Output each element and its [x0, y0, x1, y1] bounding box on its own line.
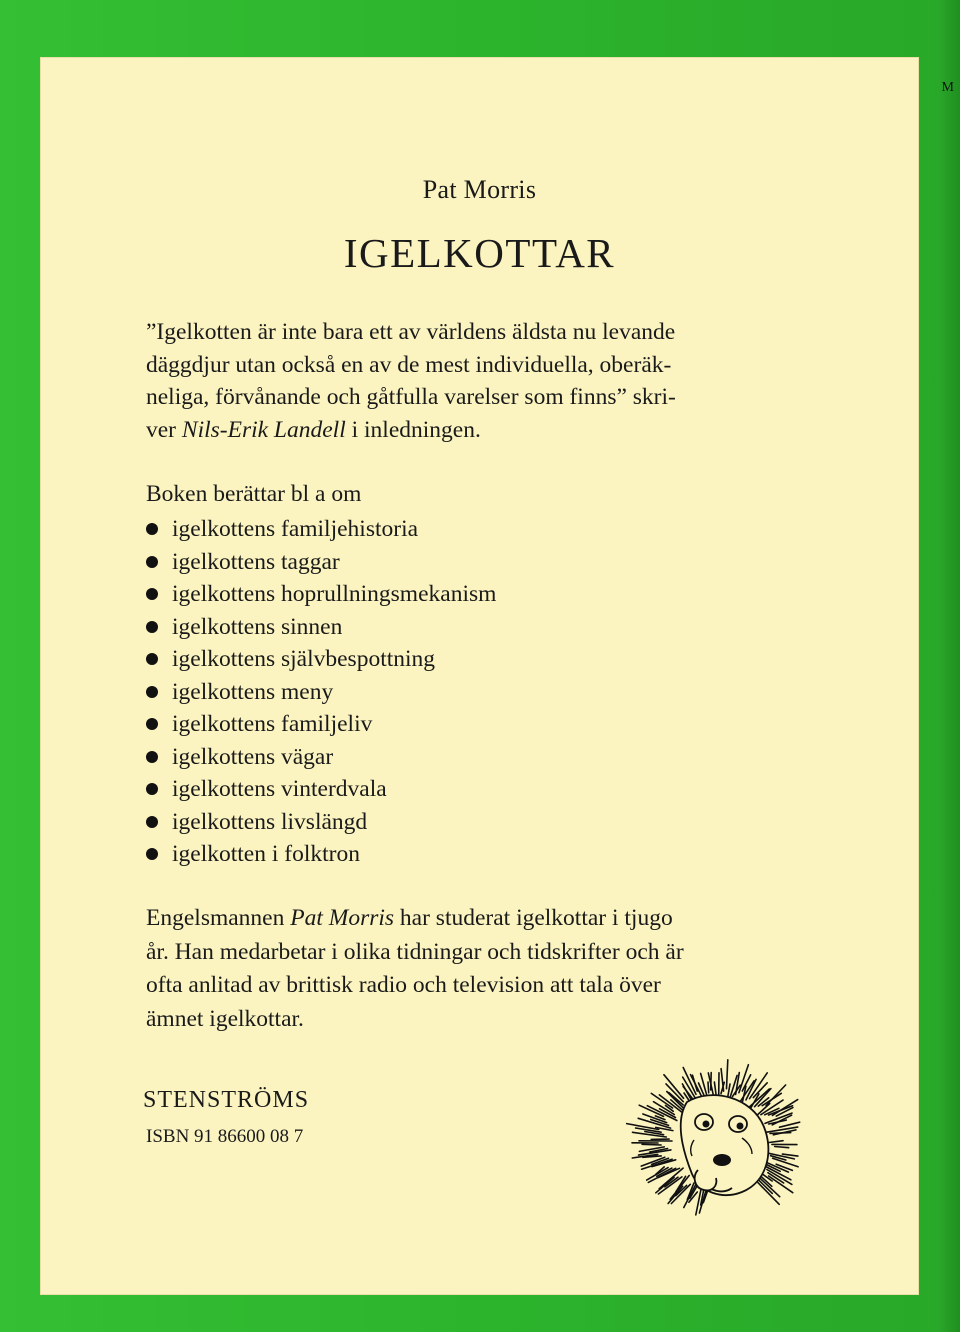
- list-item: [146, 708, 496, 741]
- quote-line: ”Igelkotten är inte bara ett av världens äldsta nu levande: [146, 319, 676, 345]
- hedgehog-spine: [775, 1147, 789, 1148]
- bullet-icon: [146, 621, 158, 633]
- bullet-icon: [146, 588, 158, 600]
- spine-edge: [938, 0, 960, 1332]
- list-item-text: igelkottens vägar: [172, 743, 334, 770]
- list-item-text: igelkottens sinnen: [172, 613, 343, 640]
- bullet-icon: [146, 653, 158, 665]
- hedgehog-spine: [708, 1082, 709, 1093]
- bullet-icon: [146, 783, 158, 795]
- bio-text: har studerat igelkottar i tjugo: [394, 905, 673, 931]
- bullet-icon: [146, 848, 158, 860]
- list-item: [146, 578, 496, 611]
- list-item-text: igelkotten i folktron: [172, 841, 360, 867]
- bullet-icon: [146, 718, 158, 730]
- hedgehog-spine: [772, 1100, 797, 1116]
- quoted-person: Nils-Erik Landell: [181, 416, 346, 443]
- hedgehog-spine: [727, 1060, 728, 1089]
- hedgehog-spine: [767, 1127, 798, 1132]
- hedgehog-spine: [780, 1122, 800, 1127]
- bullet-icon: [146, 523, 158, 535]
- list-item: [146, 838, 496, 871]
- bio-text: Engelsmannen: [146, 905, 291, 931]
- hedgehog-spine: [766, 1085, 786, 1106]
- hedgehog-spine: [758, 1179, 772, 1193]
- topics-intro: Boken berättar bl a om: [146, 481, 362, 507]
- quote-line: däggdjur utan också en av de mest individuella, oberäk-: [146, 351, 672, 378]
- bullet-icon: [146, 751, 158, 763]
- bullet-icon: [146, 816, 158, 828]
- quote-text: ver: [146, 416, 182, 443]
- hedgehog-spine: [651, 1093, 672, 1108]
- spine-letter: M: [941, 80, 954, 95]
- list-item: [146, 643, 496, 676]
- hedgehog-spine: [664, 1075, 684, 1099]
- quote-line: neliga, förvånande och gåtfulla varelser som finns” skri-: [146, 384, 676, 410]
- quote-text: i inledningen.: [345, 416, 481, 443]
- list-item: [146, 546, 496, 579]
- list-item: [146, 741, 496, 774]
- topics-list: [146, 513, 496, 871]
- author-name-italic: Pat Morris: [290, 905, 395, 931]
- hedgehog-illustration-icon: [592, 1042, 802, 1227]
- hedgehog-spine: [782, 1154, 798, 1156]
- quote-line: [146, 414, 786, 447]
- bullet-icon: [146, 556, 158, 568]
- list-item: [146, 773, 496, 806]
- list-item: [146, 611, 496, 644]
- author-bio: [146, 902, 796, 1036]
- book-title: IGELKOTTAR: [343, 230, 616, 276]
- list-item-text: igelkottens familjeliv: [172, 711, 373, 737]
- hedgehog-spine: [701, 1073, 707, 1095]
- list-item-text: igelkottens hoprullningsmekanism: [172, 581, 497, 607]
- bio-line: ämnet igelkottar.: [146, 1005, 304, 1032]
- list-item: [146, 806, 496, 839]
- list-item: [146, 676, 496, 709]
- list-item-text: igelkottens självbespottning: [172, 646, 436, 672]
- list-item-text: igelkottens taggar: [172, 548, 340, 575]
- hedgehog-spine: [769, 1141, 783, 1143]
- publisher-name: STENSTRÖMS: [143, 1087, 310, 1113]
- list-item: [146, 513, 496, 546]
- quote-paragraph: [146, 316, 786, 446]
- hedgehog-spine: [642, 1144, 661, 1145]
- bio-line: [146, 902, 796, 936]
- isbn-number: ISBN 91 86600 08 7: [146, 1126, 304, 1147]
- author-name: Pat Morris: [422, 175, 537, 204]
- bio-line: år. Han medarbetar i olika tidningar och tidskrifter och är: [146, 938, 684, 965]
- list-item-text: igelkottens meny: [172, 678, 334, 705]
- list-item-text: igelkottens livslängd: [172, 808, 368, 835]
- bullet-icon: [146, 686, 158, 698]
- bio-line: ofta anlitad av brittisk radio och television att tala över: [146, 972, 661, 998]
- list-item-text: igelkottens vinterdvala: [172, 776, 387, 802]
- list-item-text: igelkottens familjehistoria: [172, 516, 419, 542]
